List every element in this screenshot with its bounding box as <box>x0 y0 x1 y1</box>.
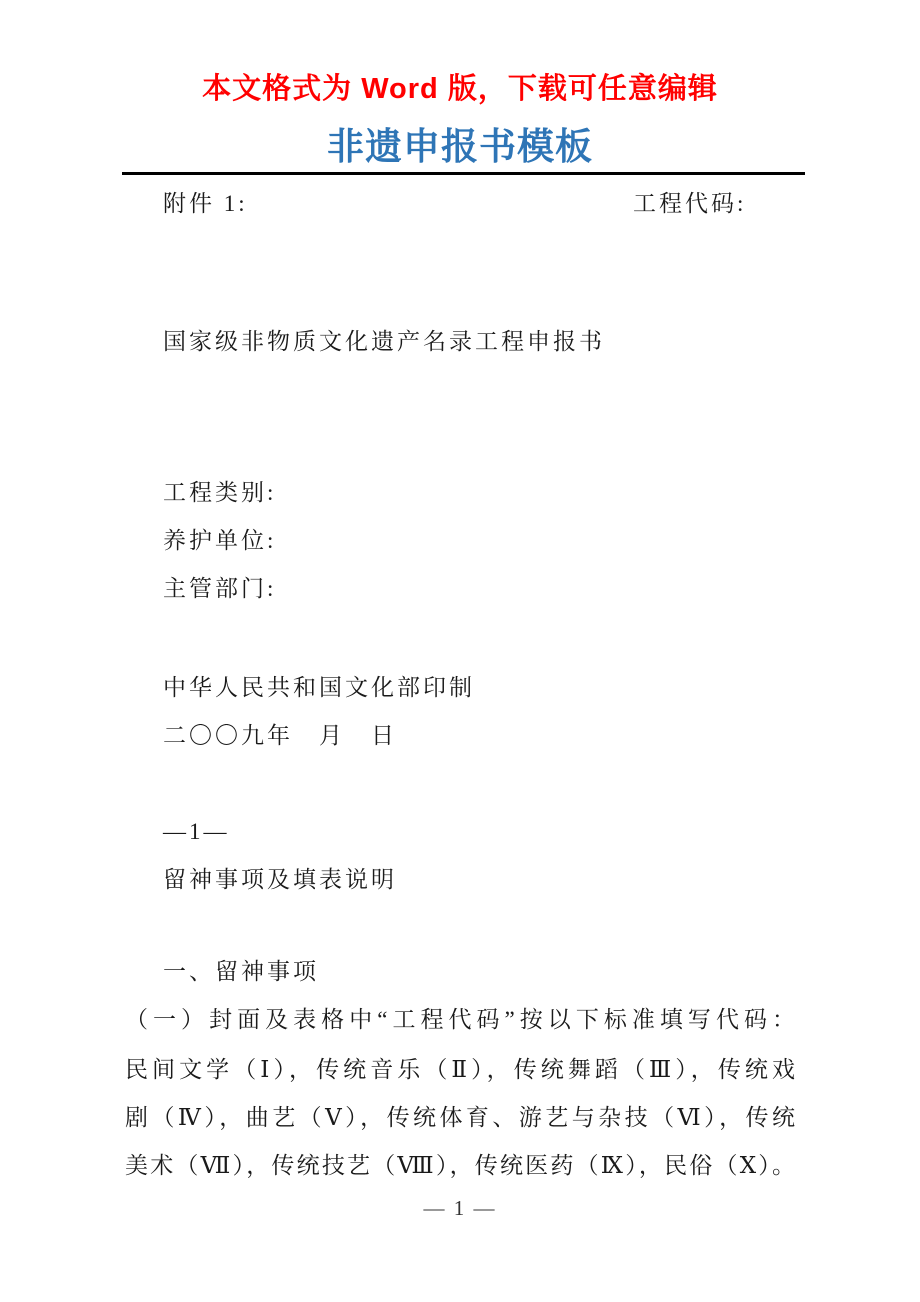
date-line: 二〇〇九年 月 日 <box>163 723 397 748</box>
attachment-label: 附件 1: <box>163 191 248 216</box>
format-notice: 本文格式为 Word 版，下载可任意编辑 <box>202 73 718 105</box>
instruction-item-one: （一）封面及表格中“工程代码”按以下标准填写代码： <box>125 1007 795 1032</box>
category-code-line: 美术（Ⅶ），传统技艺（Ⅷ），传统医药（Ⅸ），民俗（Ⅹ）。 <box>125 1153 795 1178</box>
cover-document-title: 国家级非物质文化遗产名录工程申报书 <box>163 329 605 354</box>
field-maintenance-unit: 养护单位: <box>163 528 277 553</box>
subsection-title: 一、留神事项 <box>163 959 319 984</box>
page-title: 非遗申报书模板 <box>327 126 593 167</box>
project-code-label: 工程代码: <box>633 191 747 216</box>
inline-page-marker: —1— <box>163 819 230 844</box>
section-title: 留神事项及填表说明 <box>163 867 397 892</box>
field-supervising-department: 主管部门: <box>163 576 277 601</box>
title-divider-rule <box>122 172 805 175</box>
category-code-line: 剧（Ⅳ），曲艺（Ⅴ），传统体育、游艺与杂技（Ⅵ），传统 <box>125 1105 795 1130</box>
attachment-line <box>125 190 795 219</box>
publisher-line: 中华人民共和国文化部印制 <box>163 675 475 700</box>
category-code-line: 民间文学（Ⅰ），传统音乐（Ⅱ），传统舞蹈（Ⅲ），传统戏 <box>125 1057 795 1082</box>
field-project-category: 工程类别: <box>163 480 277 505</box>
page-number: — 1 — <box>423 1196 497 1220</box>
